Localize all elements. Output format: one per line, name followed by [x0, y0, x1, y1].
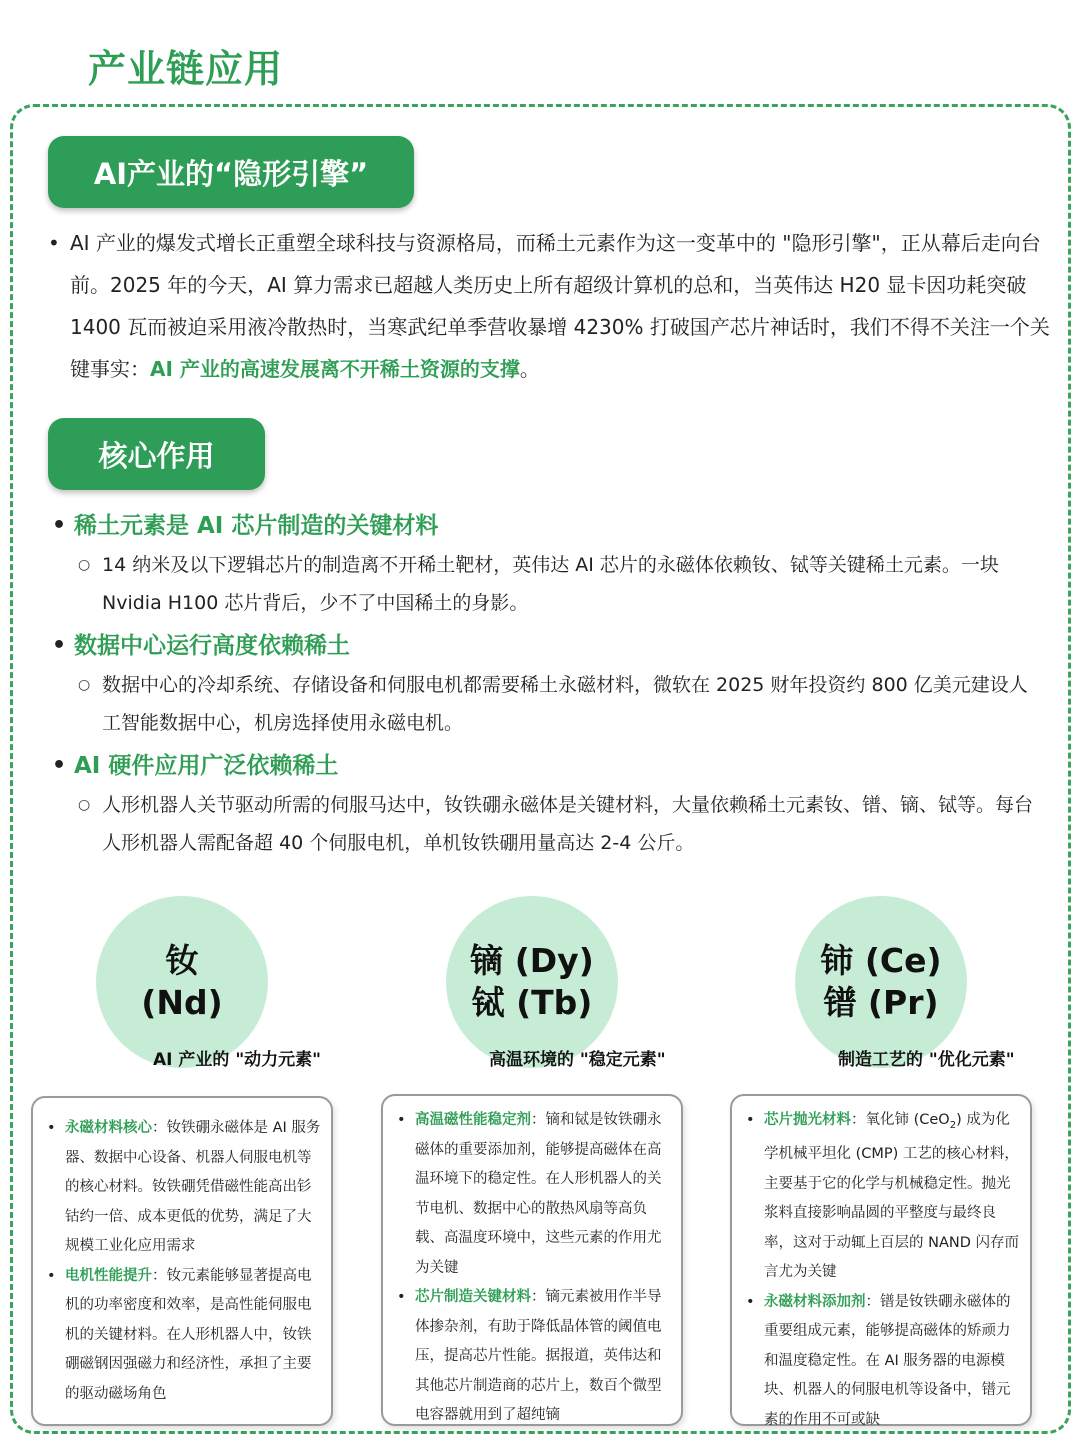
element-caption: 制造工艺的 "优化元素": [838, 1050, 1015, 1070]
element-circle-dy-tb: [446, 896, 618, 1068]
element-circle-ce-pr: [795, 896, 967, 1068]
card-bullet: [744, 1288, 1024, 1436]
core-role-list: [52, 506, 1052, 862]
intro-paragraph: [48, 222, 1058, 390]
card-key: 高温磁性能稳定剂: [415, 1112, 531, 1128]
role-title: • 稀土元素是 AI 芯片制造的关键材料: [52, 506, 1052, 546]
element-line-1: 镝 (Dy): [470, 941, 594, 980]
card-bullet: [744, 1106, 1024, 1288]
card-key: 永磁材料核心: [65, 1120, 152, 1136]
element-card-ce-pr: [730, 1094, 1032, 1426]
element-line-2: 铽 (Tb): [471, 983, 593, 1022]
role-title: • 数据中心运行高度依赖稀土: [52, 626, 1052, 666]
role-description: ○ 14 纳米及以下逻辑芯片的制造离不开稀土靶材，英伟达 AI 芯片的永磁体依赖钕、铽等关键稀土元素。一块 Nvidia H100 芯片背后，少不了中国稀土的身影。: [52, 546, 1042, 622]
element-caption: AI 产业的 "动力元素": [153, 1050, 322, 1070]
role-description: ○ 人形机器人关节驱动所需的伺服马达中，钕铁硼永磁体是关键材料，大量依赖稀土元素钕、镨、镝、铽等。每台人形机器人需配备超 40 个伺服电机，单机钕铁硼用量高达 2-4 公斤。: [52, 786, 1042, 862]
card-bullet: [45, 1262, 325, 1410]
element-line-1: 铈 (Ce): [820, 941, 942, 980]
element-circle-nd: [96, 896, 268, 1068]
element-card-dy-tb: [381, 1094, 683, 1426]
intro-text: AI 产业的爆发式增长正重塑全球科技与资源格局，而稀土元素作为这一变革中的 "隐形引擎"，正从幕后走向台前。2025 年的今天，AI 算力需求已超越人类历史上所有超级计算机的总和，当英伟达 H20 显卡因功耗突破 1400 瓦而被迫采用液冷散热时，当寒武纪单季营收暴增 4230% 打破国产芯片神话时，我们不得不关注一个关键事实：: [70, 231, 1050, 381]
card-text: ) 成为化学机械平坦化 (CMP) 工艺的核心材料，主要基于它的化学与机械稳定性。抛光浆料直接影响晶圆的平整度与最终良率，这对于动辄上百层的 NAND 闪存而言尤为关键: [764, 1112, 1019, 1281]
role-description: ○ 数据中心的冷却系统、存储设备和伺服电机都需要稀土永磁材料，微软在 2025 财年投资约 800 亿美元建设人工智能数据中心，机房选择使用永磁电机。: [52, 666, 1042, 742]
role-title: • AI 硬件应用广泛依赖稀土: [52, 746, 1052, 786]
card-subscript: 2: [949, 1119, 957, 1131]
card-text: ：钕铁硼永磁体是 AI 服务器、数据中心设备、机器人伺服电机等的核心材料。钕铁硼凭借磁性能高出钐钴约一倍、成本更低的优势，满足了大规模工业化应用需求: [65, 1120, 321, 1254]
section-heading-core-role: 核心作用: [48, 418, 265, 490]
card-key: 永磁材料添加剂: [764, 1293, 866, 1310]
element-line-1: 钕: [165, 941, 199, 980]
card-text: ：镨是钕铁硼永磁体的重要组成元素，能够提高磁体的矫顽力和温度稳定性。在 AI 服务器的电源模块、机器人的伺服电机等设备中，镨元素的作用不可或缺: [764, 1293, 1011, 1428]
section-heading-invisible-engine: AI产业的“隐形引擎”: [48, 136, 414, 208]
page-title: 产业链应用: [88, 47, 284, 91]
bullet-icon: •: [48, 231, 60, 255]
list-item: [52, 506, 1052, 626]
card-text: ：钕元素能够显著提高电机的功率密度和效率，是高性能伺服电机的关键材料。在人形机器人中，钕铁硼磁钢因强磁力和经济性，承担了主要的驱动磁场角色: [65, 1267, 312, 1402]
card-key: 芯片制造关键材料: [415, 1289, 531, 1305]
card-bullet: [45, 1114, 325, 1262]
card-text: ：镝和铽是钕铁硼永磁体的重要添加剂，能够提高磁体在高温环境下的稳定性。在人形机器人的关节电机、数据中心的散热风扇等高负载、高温度环境中，这些元素的作用尤为关键: [415, 1112, 662, 1276]
element-card-nd: [31, 1096, 333, 1426]
card-text-before: ：氧化铈 (CeO: [851, 1112, 950, 1128]
card-bullet: [395, 1106, 675, 1283]
element-caption: 高温环境的 "稳定元素": [489, 1050, 666, 1070]
card-key: 电机性能提升: [65, 1267, 152, 1284]
list-item: [52, 626, 1052, 746]
intro-highlight: AI 产业的高速发展离不开稀土资源的支撑: [150, 357, 520, 381]
card-key: 芯片抛光材料: [764, 1112, 851, 1128]
card-text: ：镝元素被用作半导体掺杂剂，有助于降低晶体管的阈值电压，提高芯片性能。据报道，英伟达和其他芯片制造商的芯片上，数百个微型电容器就用到了超纯镝: [415, 1289, 662, 1423]
element-line-2: 镨 (Pr): [823, 983, 939, 1022]
list-item: [52, 746, 1052, 862]
element-line-2: (Nd): [141, 983, 223, 1022]
card-bullet: [395, 1283, 675, 1431]
intro-end: 。: [519, 357, 540, 381]
